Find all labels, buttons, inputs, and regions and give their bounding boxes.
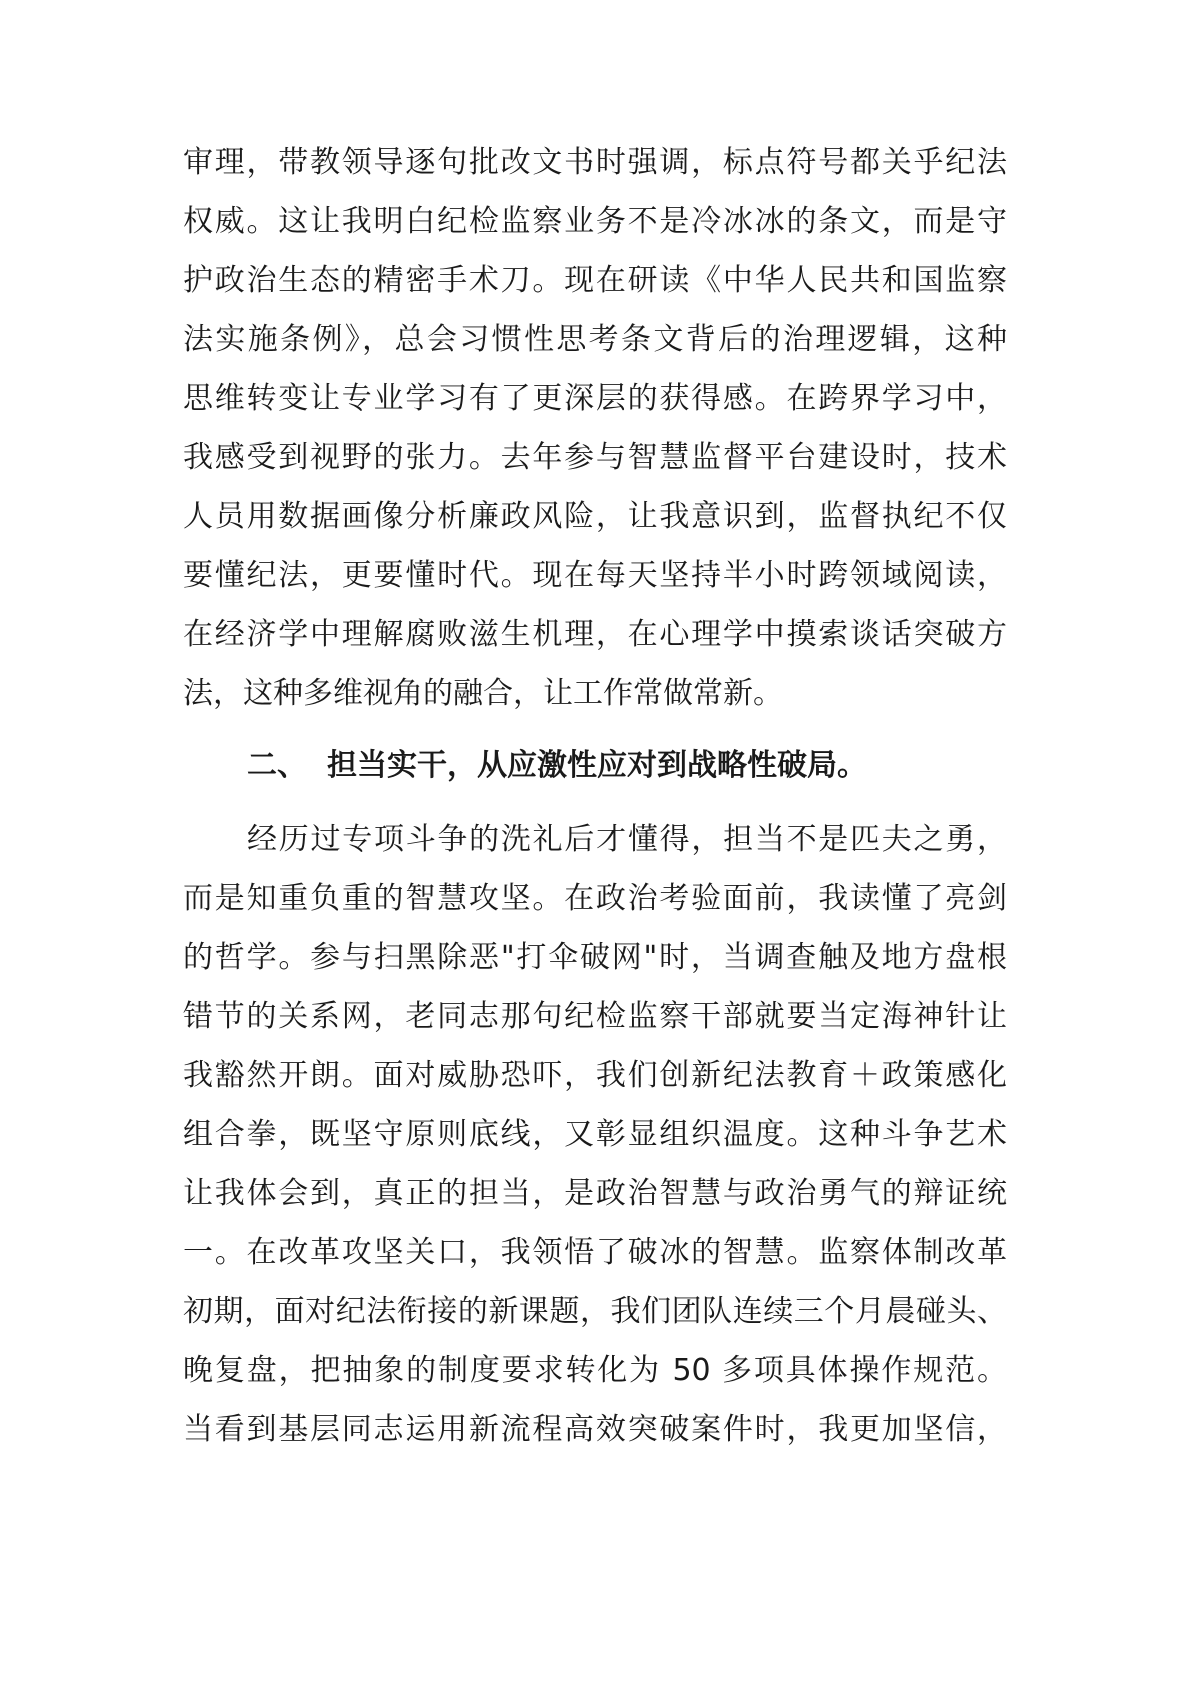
paragraph-line: 护政治生态的精密手术刀。现在研读《中华人民共和国监察 xyxy=(183,263,1007,298)
section-heading xyxy=(247,734,867,798)
paragraph-line: 组合拳，既坚守原则底线，又彰显组织温度。这种斗争艺术 xyxy=(183,1117,1007,1152)
paragraph-line: 法实施条例》，总会习惯性思考条文背后的治理逻辑，这种 xyxy=(183,322,1007,357)
paragraph-line: 晚复盘，把抽象的制度要求转化为 50 多项具体操作规范。 xyxy=(183,1353,1007,1388)
paragraph-line: 审理，带教领导逐句批改文书时强调，标点符号都关乎纪法 xyxy=(183,145,1007,180)
paragraph-line: 人员用数据画像分析廉政风险，让我意识到，监督执纪不仅 xyxy=(183,499,1007,534)
paragraph-line: 一。在改革攻坚关口，我领悟了破冰的智慧。监察体制改革 xyxy=(183,1235,1007,1270)
paragraph-line: 思维转变让专业学习有了更深层的获得感。在跨界学习中， xyxy=(183,381,1007,416)
paragraph-line: 法，这种多维视角的融合，让工作常做常新。 xyxy=(183,676,783,711)
paragraph-line: 我豁然开朗。面对威胁恐吓，我们创新纪法教育＋政策感化 xyxy=(183,1058,1007,1093)
paragraph-line: 让我体会到，真正的担当，是政治智慧与政治勇气的辩证统 xyxy=(183,1176,1007,1211)
paragraph-line: 经历过专项斗争的洗礼后才懂得，担当不是匹夫之勇， xyxy=(247,822,1007,857)
section-title: 担当实干，从应激性应对到战略性破局。 xyxy=(327,748,867,783)
paragraph-line: 初期，面对纪法衔接的新课题，我们团队连续三个月晨碰头、 xyxy=(183,1294,1007,1329)
paragraph-line: 当看到基层同志运用新流程高效突破案件时，我更加坚信， xyxy=(183,1412,1007,1447)
paragraph-line: 错节的关系网，老同志那句纪检监察干部就要当定海神针让 xyxy=(183,999,1007,1034)
paragraph-line: 权威。这让我明白纪检监察业务不是冷冰冰的条文，而是守 xyxy=(183,204,1007,239)
paragraph-line: 而是知重负重的智慧攻坚。在政治考验面前，我读懂了亮剑 xyxy=(183,881,1007,916)
paragraph-line: 的哲学。参与扫黑除恶"打伞破网"时，当调查触及地方盘根 xyxy=(183,940,1007,975)
paragraph-line: 我感受到视野的张力。去年参与智慧监督平台建设时，技术 xyxy=(183,440,1007,475)
paragraph-line: 要懂纪法，更要懂时代。现在每天坚持半小时跨领域阅读， xyxy=(183,558,1007,593)
section-number: 二、 xyxy=(247,748,307,783)
paragraph-line: 在经济学中理解腐败滋生机理，在心理学中摸索谈话突破方 xyxy=(183,617,1007,652)
